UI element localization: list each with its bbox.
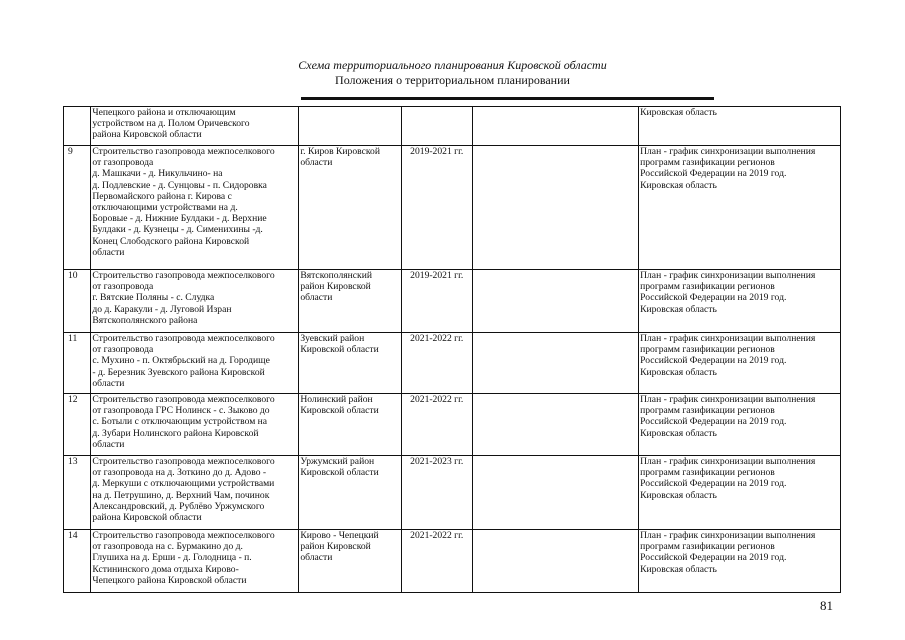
project-period: 2021-2023 гг.	[401, 456, 472, 530]
project-name: Строительство газопровода межпоселкового от газопровода на с. Бурмакино до д. Глушиха на д. Ерши - д. Голодница - п. Кстининского дома отдыха Кирово- Чепецкого района Кировской области	[91, 530, 299, 593]
row-number: 9	[64, 146, 91, 270]
project-period: 2021-2022 гг.	[401, 394, 472, 456]
project-area: г. Киров Кировской области	[299, 146, 401, 270]
project-basis: План - график синхронизации выполнения программ газификации регионов Российской Федерации на 2019 год. Кировская область	[639, 530, 841, 593]
project-period: 2019-2021 гг.	[401, 270, 472, 333]
project-period: 2019-2021 гг.	[401, 146, 472, 270]
empty-cell	[472, 270, 638, 333]
project-area: Зуевский район Кировской области	[299, 333, 401, 394]
project-period: 2021-2022 гг.	[401, 530, 472, 593]
table-row	[64, 270, 841, 333]
row-number: 13	[64, 456, 91, 530]
project-area: Уржумский район Кировской области	[299, 456, 401, 530]
project-period	[401, 107, 472, 146]
table-row	[64, 107, 841, 146]
project-basis: План - график синхронизации выполнения программ газификации регионов Российской Федерации на 2019 год. Кировская область	[639, 270, 841, 333]
table-row	[64, 530, 841, 593]
empty-cell	[472, 146, 638, 270]
project-basis: План - график синхронизации выполнения программ газификации регионов Российской Федерации на 2019 год. Кировская область	[639, 394, 841, 456]
empty-cell	[472, 107, 638, 146]
project-name: Строительство газопровода межпоселкового от газопровода с. Мухино - п. Октябрьский на д. Городище - д. Березник Зуевского района Кировской области	[91, 333, 299, 394]
empty-cell	[472, 456, 638, 530]
page-number: 81	[820, 598, 833, 613]
gas-pipeline-table	[63, 106, 841, 593]
row-number: 14	[64, 530, 91, 593]
project-name: Строительство газопровода межпоселкового от газопровода ГРС Нолинск - с. Зыково до с. Ботыли с отключающим устройством на д. Зубари Нолинского района Кировской области	[91, 394, 299, 456]
document-subtitle: Положения о территориальном планировании	[335, 73, 570, 87]
project-period: 2021-2022 гг.	[401, 333, 472, 394]
project-basis: План - график синхронизации выполнения программ газификации регионов Российской Федерации на 2019 год. Кировская область	[639, 333, 841, 394]
project-area	[299, 107, 401, 146]
project-name: Строительство газопровода межпоселкового от газопровода г. Вятские Поляны - с. Слудка до д. Каракули - д. Луговой Изран Вятскополянского района	[91, 270, 299, 333]
row-number	[64, 107, 91, 146]
table-row	[64, 333, 841, 394]
row-number: 12	[64, 394, 91, 456]
project-basis: Кировская область	[639, 107, 841, 146]
project-name: Строительство газопровода межпоселкового от газопровода на д. Зоткино до д. Адово - д. Меркуши с отключающими устройствами на д. Петрушино, д. Верхний Чам, починок Александровский, д. Рублёво Уржумского района Кировской области	[91, 456, 299, 530]
project-name: Строительство газопровода межпоселкового от газопровода д. Машкачи - д. Никульчино- на д. Подлевские - д. Сунцовы - п. Сидоровка Первомайского района г. Кирова с отключающими устройствами на д. Боровые - д. Нижние Булдаки - д. Верхние Булдаки - д. Кузнецы - д. Сименихины -д. Конец Слободского района Кировской области	[91, 146, 299, 270]
project-area: Нолинский район Кировской области	[299, 394, 401, 456]
table-row	[64, 146, 841, 270]
table-row	[64, 394, 841, 456]
project-name: Чепецкого района и отключающим устройством на д. Полом Оричевского района Кировской области	[91, 107, 299, 146]
project-area: Кирово - Чепецкий район Кировской области	[299, 530, 401, 593]
header-divider	[301, 97, 714, 100]
project-basis: План - график синхронизации выполнения программ газификации регионов Российской Федерации на 2019 год. Кировская область	[639, 146, 841, 270]
empty-cell	[472, 530, 638, 593]
empty-cell	[472, 394, 638, 456]
project-area: Вятскополянский район Кировской области	[299, 270, 401, 333]
row-number: 10	[64, 270, 91, 333]
project-basis: План - график синхронизации выполнения программ газификации регионов Российской Федерации на 2019 год. Кировская область	[639, 456, 841, 530]
document-title: Схема территориального планирования Кировской области	[298, 58, 607, 72]
empty-cell	[472, 333, 638, 394]
table-row	[64, 456, 841, 530]
row-number: 11	[64, 333, 91, 394]
